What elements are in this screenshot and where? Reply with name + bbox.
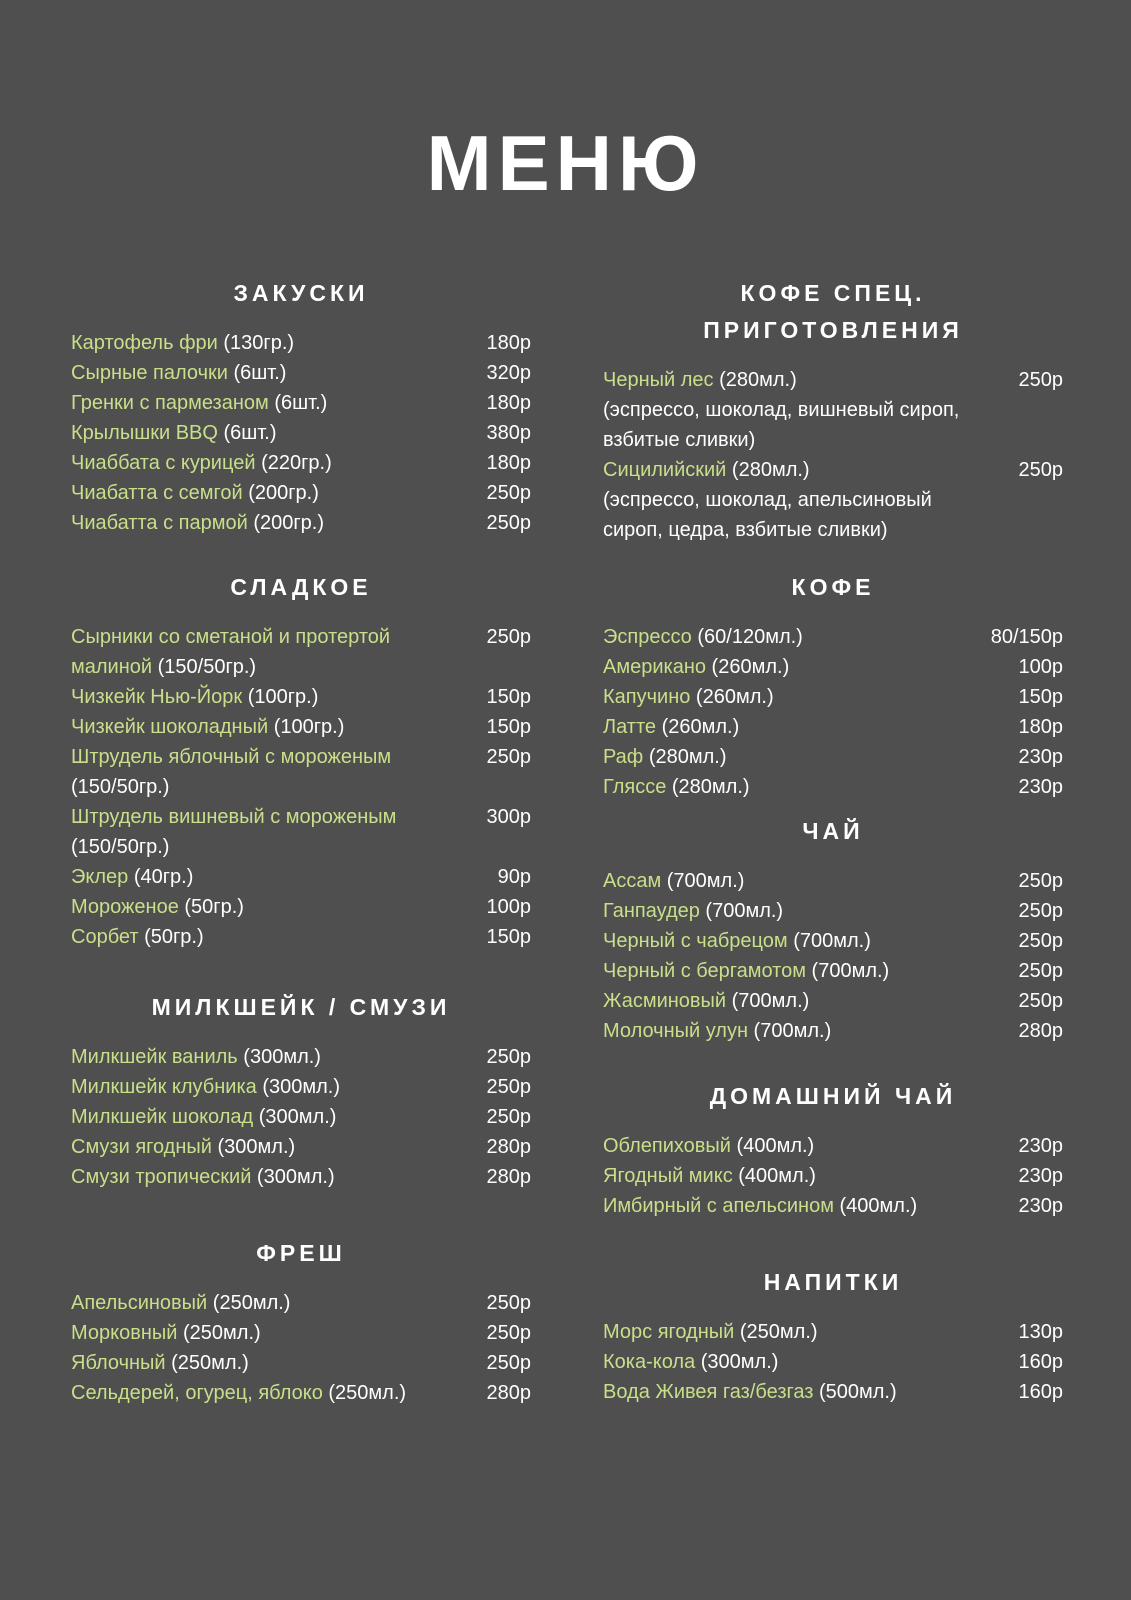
menu-item-name: Латте — [603, 716, 657, 738]
menu-item — [603, 1191, 1063, 1221]
menu-item-name: Жасминовый — [603, 990, 727, 1012]
menu-item — [603, 926, 1063, 956]
menu-section-фреш — [71, 1235, 531, 1408]
menu-item-portion: (300мл.) — [253, 1106, 337, 1128]
section-heading: МИЛКШЕЙК / СМУЗИ — [151, 994, 451, 1020]
menu-item-name: Эспрессо — [603, 626, 692, 648]
menu-section-милкшейк-смузи — [71, 989, 531, 1192]
menu-item-name: Штрудель яблочный с мороженым — [71, 746, 392, 768]
menu-item-price: 160р — [1018, 1381, 1063, 1403]
menu-item — [603, 956, 1063, 986]
menu-item-price: 250р — [1018, 990, 1063, 1012]
menu-item-name: Капучино — [603, 686, 691, 708]
menu-item-text — [603, 682, 978, 712]
menu-item-price: 90р — [497, 866, 531, 888]
menu-section-кофе-спец-приготовления — [603, 275, 1063, 545]
menu-item — [71, 358, 531, 388]
menu-item — [603, 365, 1063, 395]
menu-item — [71, 448, 531, 478]
menu-item-price: 250р — [486, 1322, 531, 1344]
menu-item — [71, 1162, 531, 1192]
menu-item — [71, 712, 531, 742]
menu-item-price: 180р — [1018, 716, 1063, 738]
menu-item-price: 380р — [486, 422, 531, 444]
menu-item-name: Милкшейк шоколад — [71, 1106, 254, 1128]
menu-item-price: 150р — [1018, 686, 1063, 708]
menu-item-portion: (100гр.) — [268, 716, 345, 738]
menu-section-сладкое — [71, 569, 531, 952]
menu-item-portion: (6шт.) — [217, 422, 277, 444]
menu-item-portion: (150/50гр.) — [71, 836, 170, 858]
menu-item-text — [71, 682, 446, 712]
menu-item-text — [71, 1288, 446, 1318]
menu-item-name: Ассам — [603, 870, 662, 892]
menu-item-text — [71, 712, 446, 742]
menu-item-name: Ягодный микс — [603, 1165, 733, 1187]
menu-item-text — [71, 1102, 446, 1132]
menu-item-name: Морковный — [71, 1322, 178, 1344]
menu-item — [603, 1347, 1063, 1377]
menu-item — [71, 922, 531, 952]
menu-item-price: 150р — [486, 716, 531, 738]
section-heading: ЗАКУСКИ — [233, 280, 369, 306]
menu-item-portion: (220гр.) — [255, 452, 332, 474]
menu-item — [603, 772, 1063, 802]
menu-item-text — [603, 742, 978, 772]
menu-item — [603, 986, 1063, 1016]
menu-item — [71, 418, 531, 448]
menu-item-portion: (100гр.) — [242, 686, 319, 708]
menu-item-text — [71, 622, 446, 682]
menu-item-text — [71, 1132, 446, 1162]
menu-item-name: Черный с бергамотом — [603, 960, 806, 982]
menu-item-price: 250р — [1018, 930, 1063, 952]
menu-item-text — [71, 448, 446, 478]
menu-item-portion: (300мл.) — [211, 1136, 296, 1158]
menu-item-price: 230р — [1018, 776, 1063, 798]
menu-item-text — [603, 652, 978, 682]
menu-item-portion: (700мл.) — [748, 1020, 832, 1042]
menu-item-price: 130р — [1018, 1321, 1063, 1343]
menu-item-text — [603, 622, 978, 652]
menu-item-text — [71, 1318, 446, 1348]
menu-item-price: 150р — [486, 686, 531, 708]
menu-item — [71, 1288, 531, 1318]
menu-item-portion: (280мл.) — [726, 459, 810, 481]
menu-item-name: Раф — [603, 746, 644, 768]
menu-item — [603, 866, 1063, 896]
menu-item-text — [71, 802, 446, 862]
menu-item — [71, 1132, 531, 1162]
menu-section-домашний-чай — [603, 1078, 1063, 1221]
menu-item-text — [71, 1162, 446, 1192]
menu-item — [71, 1072, 531, 1102]
menu-item-portion: (260мл.) — [690, 686, 774, 708]
menu-item-text — [71, 922, 446, 952]
menu-item-price: 250р — [486, 1046, 531, 1068]
menu-item-price: 250р — [1018, 369, 1063, 391]
menu-item-portion: (700мл.) — [726, 990, 810, 1012]
menu-item — [603, 652, 1063, 682]
menu-item-portion: (60/120мл.) — [691, 626, 803, 648]
menu-item-text — [71, 388, 446, 418]
menu-item-name: Мороженое — [71, 896, 179, 918]
menu-item-name: Чизкейк Нью-Йорк — [71, 686, 243, 708]
menu-item — [71, 802, 531, 862]
menu-item-portion: (280мл.) — [666, 776, 750, 798]
menu-item — [603, 712, 1063, 742]
menu-item-price: 250р — [1018, 960, 1063, 982]
menu-item-name: Имбирный с апельсином — [603, 1195, 834, 1217]
menu-item-portion: (300мл.) — [695, 1351, 779, 1373]
menu-item-portion: (50гр.) — [138, 926, 204, 948]
section-heading: ФРЕШ — [256, 1240, 346, 1266]
menu-item — [603, 455, 1063, 485]
menu-item-text — [603, 986, 978, 1016]
menu-item-name: Молочный улун — [603, 1020, 748, 1042]
menu-item-text — [71, 328, 446, 358]
menu-item-text — [603, 896, 978, 926]
section-heading: КОФЕ СПЕЦ. ПРИГОТОВЛЕНИЯ — [703, 280, 963, 343]
menu-item-text — [71, 742, 446, 802]
menu-item-name: Американо — [603, 656, 706, 678]
menu-item-name: Сельдерей, огурец, яблоко — [71, 1382, 323, 1404]
menu-item-portion: (260мл.) — [656, 716, 740, 738]
menu-item-price: 280р — [1018, 1020, 1063, 1042]
section-heading: СЛАДКОЕ — [230, 574, 372, 600]
menu-item-text — [603, 1347, 978, 1377]
menu-item — [71, 622, 531, 682]
menu-item-name: Милкшейк ваниль — [71, 1046, 238, 1068]
menu-item-name: Глясcе — [603, 776, 667, 798]
menu-item — [71, 862, 531, 892]
menu-item-price: 100р — [486, 896, 531, 918]
menu-item — [71, 328, 531, 358]
menu-item-name: Морс ягодный — [603, 1321, 735, 1343]
menu-item-price: 250р — [486, 1292, 531, 1314]
menu-item — [71, 742, 531, 802]
menu-item-portion: (400мл.) — [730, 1135, 815, 1157]
menu-item-price: 180р — [486, 332, 531, 354]
menu-item — [71, 1378, 531, 1408]
menu-item-price: 250р — [486, 1352, 531, 1374]
menu-item-price: 100р — [1018, 656, 1063, 678]
menu-item-name: Чиаббата с курицей — [71, 452, 256, 474]
menu-item-portion: (200гр.) — [247, 512, 324, 534]
menu-item-text — [603, 1131, 978, 1161]
menu-item-text — [71, 1042, 446, 1072]
menu-item-name: Смузи ягодный — [71, 1136, 212, 1158]
menu-item-price: 250р — [1018, 900, 1063, 922]
menu-item-text — [71, 892, 446, 922]
menu-section-чай — [603, 813, 1063, 1046]
menu-item-text — [603, 866, 978, 896]
menu-item-portion: (250мл.) — [165, 1352, 249, 1374]
menu-item — [71, 1318, 531, 1348]
menu-item-text — [71, 862, 446, 892]
menu-item-portion: (250мл.) — [734, 1321, 818, 1343]
menu-item-name: Сорбет — [71, 926, 139, 948]
menu-item-name: Крылышки BBQ — [71, 422, 218, 444]
menu-item-name: Гренки с пармезаном — [71, 392, 269, 414]
menu-item-text — [71, 1348, 446, 1378]
menu-item-name: Картофель фри — [71, 332, 218, 354]
menu-item-text — [603, 926, 978, 956]
menu-item-portion: (300мл.) — [237, 1046, 321, 1068]
menu-item — [71, 1102, 531, 1132]
menu-item — [603, 682, 1063, 712]
menu-item-price: 320р — [486, 362, 531, 384]
menu-item-price: 250р — [486, 512, 531, 534]
menu-item-portion: (280мл.) — [643, 746, 727, 768]
menu-item-description: (эспрессо, шоколад, вишневый сироп, взбитые сливки) — [603, 399, 960, 451]
menu-item-portion: (250мл.) — [177, 1322, 261, 1344]
menu-item — [71, 388, 531, 418]
menu-item-portion: (6шт.) — [227, 362, 287, 384]
menu-item-text — [603, 1377, 978, 1407]
menu-item — [603, 1377, 1063, 1407]
menu-item-price: 230р — [1018, 1195, 1063, 1217]
menu-item-name: Милкшейк клубника — [71, 1076, 257, 1098]
menu-item-name: Черный лес — [603, 369, 714, 391]
menu-item-text — [603, 712, 978, 742]
menu-item — [71, 1348, 531, 1378]
menu-item — [71, 478, 531, 508]
menu-item-name: Кока-кола — [603, 1351, 696, 1373]
menu-item-price: 250р — [486, 626, 531, 648]
menu-item-price: 280р — [486, 1166, 531, 1188]
menu-item-name: Смузи тропический — [71, 1166, 252, 1188]
menu-item-price: 250р — [486, 482, 531, 504]
section-heading: КОФЕ — [791, 574, 875, 600]
menu-item-portion: (300мл.) — [256, 1076, 340, 1098]
menu-item-text — [71, 358, 446, 388]
menu-item-text — [71, 418, 446, 448]
menu-item-price: 300р — [486, 806, 531, 828]
menu-section-закуски — [71, 275, 531, 538]
menu-item-portion: (200гр.) — [242, 482, 319, 504]
section-heading: ДОМАШНИЙ ЧАЙ — [709, 1083, 957, 1109]
menu-item-description: (эспрессо, шоколад, апельсиновый сироп, цедра, взбитые сливки) — [603, 489, 932, 541]
menu-item-text — [603, 1016, 978, 1046]
menu-item-portion: (130гр.) — [217, 332, 295, 354]
menu-item-price: 280р — [486, 1382, 531, 1404]
menu-item-portion: (700мл.) — [805, 960, 890, 982]
menu-item — [603, 742, 1063, 772]
menu-item-text — [71, 1378, 446, 1408]
menu-item-portion: (40гр.) — [128, 866, 194, 888]
menu-item-text — [603, 1191, 978, 1221]
menu-section-напитки — [603, 1264, 1063, 1407]
menu-item-portion: (700мл.) — [661, 870, 745, 892]
menu-item-text — [603, 1161, 978, 1191]
menu-item-name: Яблочный — [71, 1352, 166, 1374]
menu-item-name: Черный с чабрецом — [603, 930, 788, 952]
menu-section-кофе — [603, 569, 1063, 802]
menu-item-price: 150р — [486, 926, 531, 948]
menu-item-name: Сырники со сметаной и протертой малиной — [71, 626, 391, 678]
menu-item-name: Чиабатта с семгой — [71, 482, 243, 504]
menu-item-price: 250р — [1018, 870, 1063, 892]
menu-item-text — [603, 455, 978, 485]
menu-item-text — [603, 1317, 978, 1347]
menu-item-price: 180р — [486, 452, 531, 474]
menu-item — [71, 1042, 531, 1072]
menu-item-name: Штрудель вишневый с мороженым — [71, 806, 397, 828]
menu-item-name: Сырные палочки — [71, 362, 228, 384]
menu-item-price: 250р — [1018, 459, 1063, 481]
menu-item-portion: (280мл.) — [713, 369, 797, 391]
menu-item — [71, 682, 531, 712]
menu-item — [71, 508, 531, 538]
menu-item-name: Чизкейк шоколадный — [71, 716, 269, 738]
menu-item-text — [603, 772, 978, 802]
menu-item-portion: (150/50гр.) — [71, 776, 170, 798]
menu-item-name: Облепиховый — [603, 1135, 731, 1157]
menu-item — [603, 1161, 1063, 1191]
menu-item-portion: (500мл.) — [813, 1381, 897, 1403]
menu-item-name: Ганпаудер — [603, 900, 700, 922]
menu-item-name: Апельсиновый — [71, 1292, 208, 1314]
menu-item — [603, 1131, 1063, 1161]
menu-item-price: 180р — [486, 392, 531, 414]
menu-item — [603, 1317, 1063, 1347]
menu-item-name: Вода Живея газ/безгаз — [603, 1381, 814, 1403]
menu-item-portion: (700мл.) — [787, 930, 871, 952]
menu-item-text — [71, 1072, 446, 1102]
menu-item-portion: (260мл.) — [706, 656, 790, 678]
menu-item-text — [603, 956, 978, 986]
menu-item-text — [71, 508, 446, 538]
menu-item-price: 230р — [1018, 1135, 1063, 1157]
menu-item-price: 160р — [1018, 1351, 1063, 1373]
section-heading: НАПИТКИ — [763, 1269, 903, 1295]
menu-item-text — [603, 365, 978, 395]
menu-item-portion: (50гр.) — [178, 896, 244, 918]
menu-item-name: Эклер — [71, 866, 129, 888]
menu-item-price: 230р — [1018, 1165, 1063, 1187]
menu-item-portion: (250мл.) — [207, 1292, 291, 1314]
menu-item-portion: (400мл.) — [833, 1195, 918, 1217]
menu-item-portion: (300мл.) — [251, 1166, 335, 1188]
menu-title: МЕНЮ — [426, 119, 705, 207]
menu-item-price: 250р — [486, 1076, 531, 1098]
menu-item-price: 250р — [486, 1106, 531, 1128]
menu-item-price: 250р — [486, 746, 531, 768]
menu-item-portion: (700мл.) — [699, 900, 784, 922]
menu-item-portion: (250мл.) — [322, 1382, 407, 1404]
menu-item-price: 80/150р — [990, 626, 1063, 648]
menu-item — [603, 1016, 1063, 1046]
menu-item-name: Сицилийский — [603, 459, 727, 481]
menu-item-portion: (150/50гр.) — [152, 656, 257, 678]
section-heading: ЧАЙ — [802, 818, 864, 844]
menu-item-price: 280р — [486, 1136, 531, 1158]
menu-item-name: Чиабатта с пармой — [71, 512, 248, 534]
menu-item-portion: (400мл.) — [732, 1165, 816, 1187]
menu-item-price: 230р — [1018, 746, 1063, 768]
menu-item-text — [71, 478, 446, 508]
menu-item — [71, 892, 531, 922]
menu-item — [603, 896, 1063, 926]
menu-item-portion: (6шт.) — [268, 392, 328, 414]
menu-item — [603, 622, 1063, 652]
